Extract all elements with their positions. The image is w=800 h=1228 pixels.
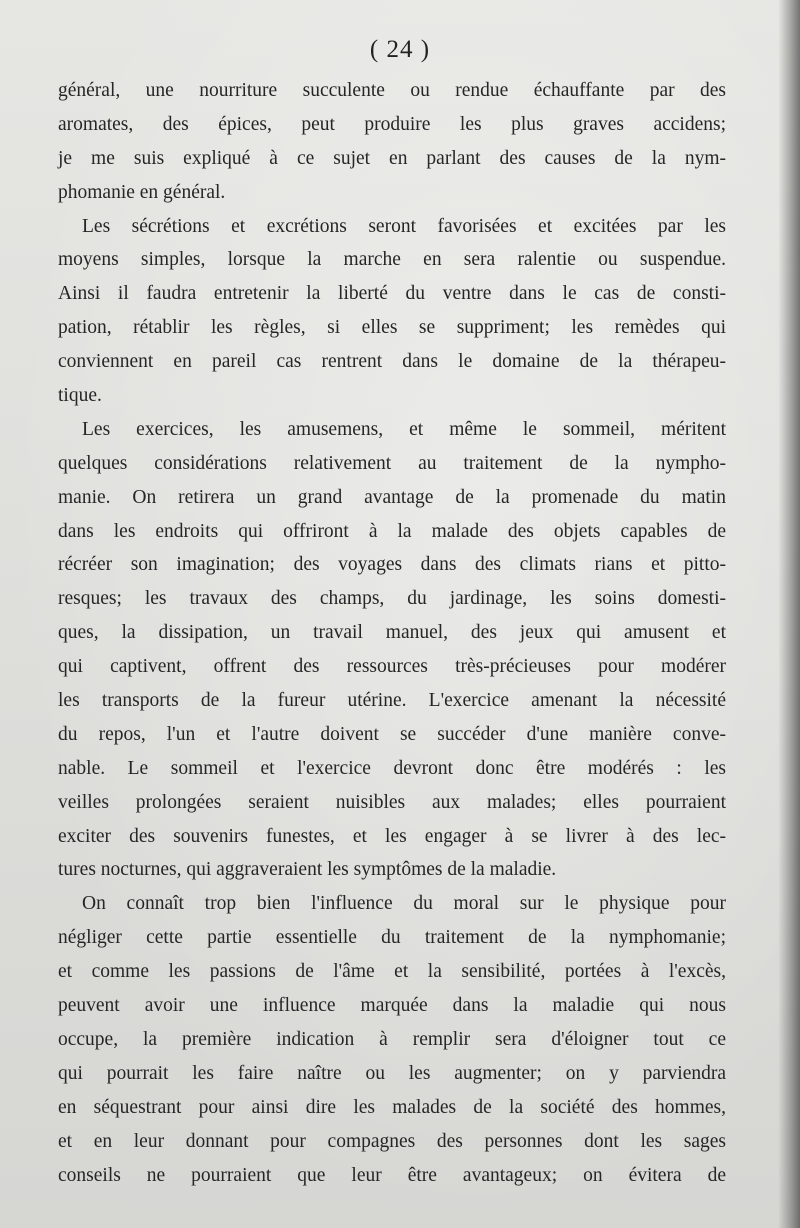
text-line: Ainsi il faudra entretenir la liberté du ventre dans le cas de consti- (58, 283, 726, 305)
text-line: les transports de la fureur utérine. L'exercice amenant la nécessité (58, 690, 726, 712)
page-number: ( 24 ) (369, 36, 431, 63)
body-text (58, 74, 726, 1192)
text-line: général, une nourriture succulente ou rendue échauffante par des (58, 80, 726, 101)
text-line: conviennent en pareil cas rentrent dans le domaine de la thérapeu- (58, 351, 726, 373)
text-line: aromates, des épices, peut produire les plus graves accidens; (58, 113, 726, 135)
paragraph (58, 413, 726, 887)
paragraph (58, 74, 726, 210)
text-line: dans les endroits qui offriront à la malade des objets capables de (58, 520, 726, 542)
text-line: Les exercices, les amusemens, et même le sommeil, méritent (82, 418, 726, 440)
text-line: négliger cette partie essentielle du traitement de la nymphomanie; (58, 927, 726, 949)
text-line: On connaît trop bien l'influence du moral sur le physique pour (82, 893, 726, 915)
text-line: phomanie en général. (58, 181, 226, 203)
text-line: moyens simples, lorsque la marche en sera ralentie ou suspendue. (58, 249, 726, 271)
text-line: qui captivent, offrent des ressources très-précieuses pour modérer (58, 656, 726, 678)
text-line: exciter des souvenirs funestes, et les engager à se livrer à des lec- (58, 825, 726, 847)
text-line: occupe, la première indication à remplir sera d'éloigner tout ce (58, 1028, 726, 1050)
text-line: récréer son imagination; des voyages dans des climats rians et pitto- (58, 554, 726, 576)
text-line: ques, la dissipation, un travail manuel, des jeux qui amusent et (58, 622, 726, 644)
text-line: et comme les passions de l'âme et la sensibilité, portées à l'excès, (58, 961, 726, 983)
text-line: je me suis expliqué à ce sujet en parlant des causes de la nym- (58, 147, 726, 169)
text-line: pation, rétablir les règles, si elles se suppriment; les remèdes qui (58, 317, 726, 339)
text-line: conseils ne pourraient que leur être avantageux; on évitera de (58, 1164, 726, 1186)
paragraph (58, 210, 726, 413)
text-line: tique. (58, 385, 102, 407)
text-line: resques; les travaux des champs, du jardinage, les soins domesti- (58, 588, 726, 610)
text-line: quelques considérations relativement au traitement de la nympho- (58, 452, 726, 474)
text-line: qui pourrait les faire naître ou les augmenter; on y parviendra (58, 1062, 726, 1084)
text-line: en séquestrant pour ainsi dire les malades de la société des hommes, (58, 1096, 726, 1118)
text-line: nable. Le sommeil et l'exercice devront donc être modérés : les (58, 757, 726, 779)
text-line: tures nocturnes, qui aggraveraient les symptômes de la maladie. (58, 859, 557, 881)
text-line: Les sécrétions et excrétions seront favorisées et excitées par les (82, 215, 726, 237)
text-line: du repos, l'un et l'autre doivent se succéder d'une manière conve- (58, 723, 726, 745)
text-line: peuvent avoir une influence marquée dans la maladie qui nous (58, 995, 726, 1017)
text-line: et en leur donnant pour compagnes des personnes dont les sages (58, 1130, 726, 1152)
text-line: manie. On retirera un grand avantage de la promenade du matin (58, 486, 726, 508)
page-edge-shadow (778, 0, 800, 1228)
paragraph (58, 887, 726, 1192)
text-line: veilles prolongées seraient nuisibles aux malades; elles pourraient (58, 791, 726, 813)
